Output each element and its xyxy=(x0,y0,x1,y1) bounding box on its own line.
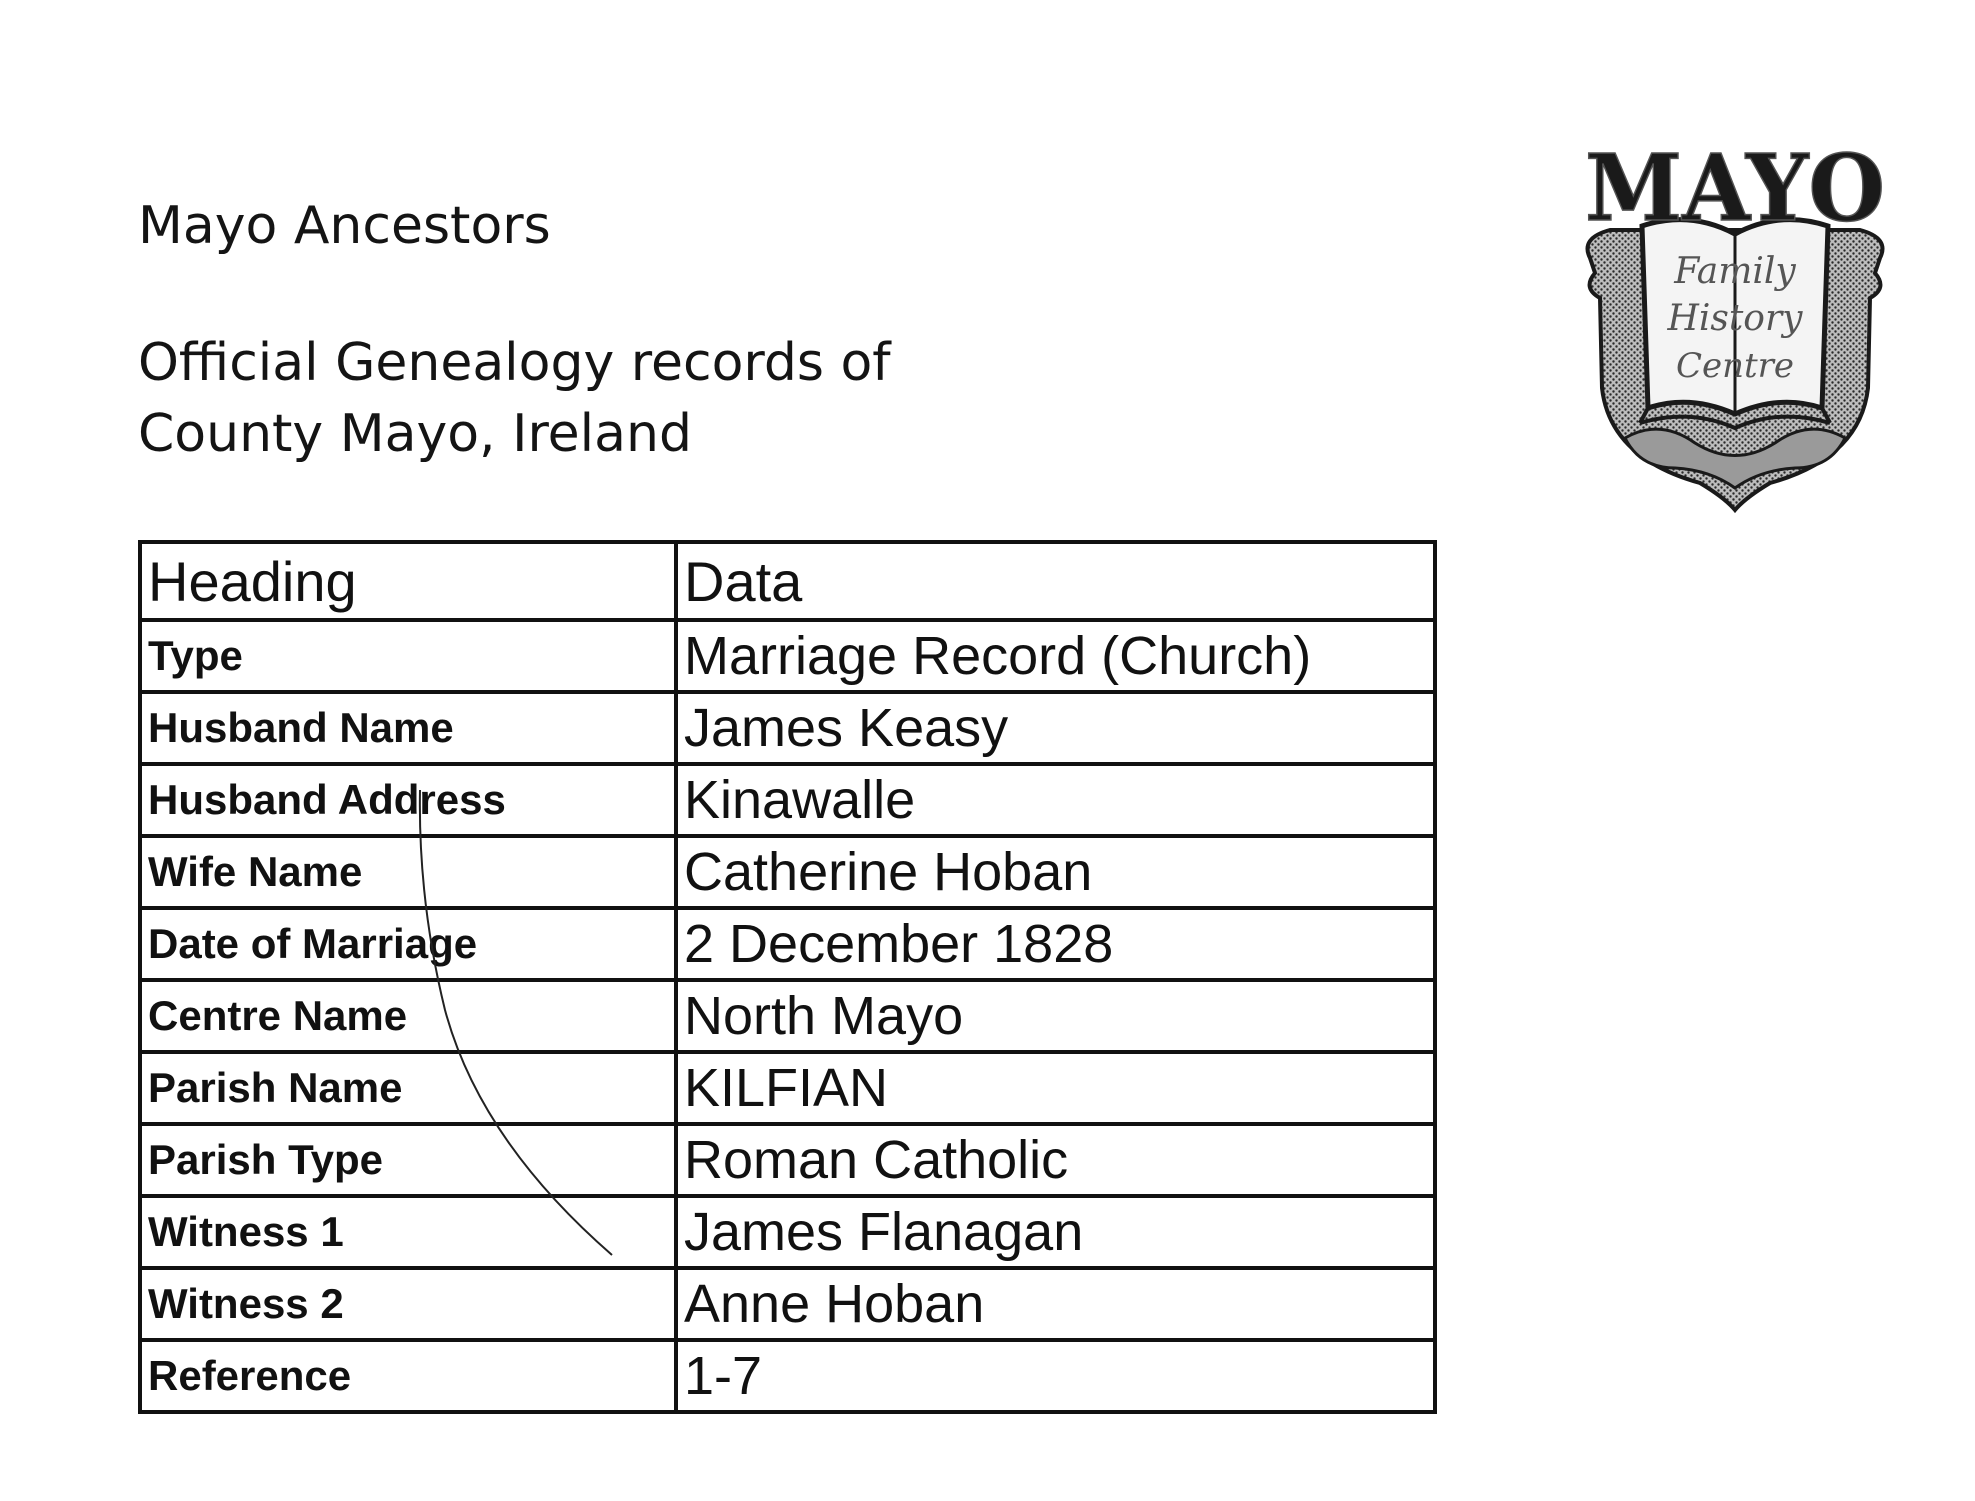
row-label: Parish Name xyxy=(140,1052,676,1124)
table-row xyxy=(140,836,1435,908)
row-label: Witness 2 xyxy=(140,1268,676,1340)
table-row xyxy=(140,1196,1435,1268)
table-row xyxy=(140,1124,1435,1196)
table-row xyxy=(140,908,1435,980)
row-value: KILFIAN xyxy=(676,1052,1435,1124)
row-label: Witness 1 xyxy=(140,1196,676,1268)
row-value: Roman Catholic xyxy=(676,1124,1435,1196)
genealogy-record-table xyxy=(138,540,1437,1414)
site-title: Mayo Ancestors xyxy=(138,196,551,256)
row-label: Date of Marriage xyxy=(140,908,676,980)
table-row xyxy=(140,620,1435,692)
row-value: James Keasy xyxy=(676,692,1435,764)
row-value: Marriage Record (Church) xyxy=(676,620,1435,692)
row-value: Anne Hoban xyxy=(676,1268,1435,1340)
subtitle-line-2: County Mayo, Ireland xyxy=(138,404,692,464)
table-row xyxy=(140,1268,1435,1340)
row-value: Kinawalle xyxy=(676,764,1435,836)
mayo-family-history-crest-icon xyxy=(1570,138,1900,518)
row-value: 2 December 1828 xyxy=(676,908,1435,980)
row-label: Type xyxy=(140,620,676,692)
row-value: North Mayo xyxy=(676,980,1435,1052)
row-label: Parish Type xyxy=(140,1124,676,1196)
table-row xyxy=(140,692,1435,764)
logo-book-line-2: History xyxy=(1667,298,1803,339)
column-header-heading: Heading xyxy=(140,542,676,620)
subtitle-line-1: Official Genealogy records of xyxy=(138,333,891,393)
row-label: Centre Name xyxy=(140,980,676,1052)
table-row xyxy=(140,1340,1435,1412)
row-label: Husband Name xyxy=(140,692,676,764)
row-value: James Flanagan xyxy=(676,1196,1435,1268)
row-label: Husband Address xyxy=(140,764,676,836)
table-header-row xyxy=(140,542,1435,620)
logo-book-line-1: Family xyxy=(1674,251,1796,292)
logo-book-line-3: Centre xyxy=(1675,346,1795,386)
row-value: 1-7 xyxy=(676,1340,1435,1412)
table-row xyxy=(140,1052,1435,1124)
row-value: Catherine Hoban xyxy=(676,836,1435,908)
table-row xyxy=(140,764,1435,836)
row-label: Wife Name xyxy=(140,836,676,908)
table-row xyxy=(140,980,1435,1052)
row-label: Reference xyxy=(140,1340,676,1412)
logo-word: MAYO xyxy=(1585,138,1885,242)
column-header-data: Data xyxy=(676,542,1435,620)
